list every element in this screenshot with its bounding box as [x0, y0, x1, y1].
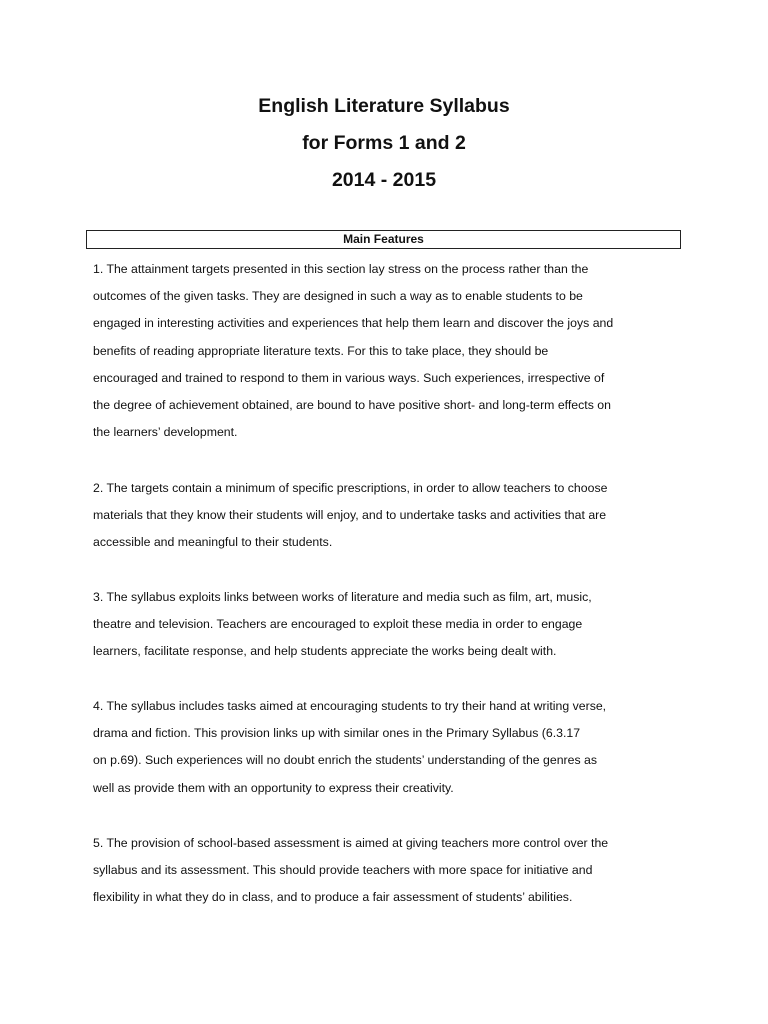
paragraph-line: the learners’ development. — [93, 425, 238, 440]
paragraph-5 — [93, 830, 683, 912]
main-features-heading: Main Features — [86, 230, 681, 249]
paragraph-line: 1. The attainment targets presented in this section lay stress on the process rather than the — [93, 262, 589, 276]
paragraph-line: encouraged and trained to respond to them in various ways. Such experiences, irrespective of — [93, 370, 605, 385]
paragraph-line: 3. The syllabus exploits links between works of literature and media such as film, art, music, — [93, 590, 592, 604]
paragraph-line: the degree of achievement obtained, are bound to have positive short- and long-term effects on — [93, 398, 611, 413]
paragraph-1 — [93, 256, 683, 446]
paragraph-line: accessible and meaningful to their students. — [93, 535, 333, 550]
paragraph-line: 5. The provision of school-based assessment is aimed at giving teachers more control over the — [93, 836, 609, 850]
paragraph-line: learners, facilitate response, and help students appreciate the works being dealt with. — [93, 644, 557, 659]
paragraph-line: 4. The syllabus includes tasks aimed at encouraging students to try their hand at writing verse, — [93, 699, 607, 713]
paragraph-line: outcomes of the given tasks. They are designed in such a way as to enable students to be — [93, 289, 583, 304]
paragraph-4 — [93, 693, 683, 802]
paragraph-line: materials that they know their students will enjoy, and to undertake tasks and activities that are — [93, 508, 607, 523]
paragraph-line: on p.69). Such experiences will no doubt enrich the students’ understanding of the genres as — [93, 753, 598, 768]
paragraph-2 — [93, 475, 683, 557]
title-line-3: 2014 - 2015 — [331, 169, 437, 191]
document-title — [0, 88, 768, 199]
paragraph-line: drama and fiction. This provision links up with similar ones in the Primary Syllabus (6.3.17 — [93, 726, 581, 741]
paragraph-line: well as provide them with an opportunity to express their creativity. — [93, 780, 454, 795]
title-line-2: for Forms 1 and 2 — [302, 132, 466, 154]
paragraph-line: 2. The targets contain a minimum of specific prescriptions, in order to allow teachers to choose — [93, 481, 608, 495]
title-line-1: English Literature Syllabus — [258, 95, 510, 117]
paragraph-line: theatre and television. Teachers are encouraged to exploit these media in order to engage — [93, 617, 583, 632]
paragraph-line: syllabus and its assessment. This should provide teachers with more space for initiative and — [93, 863, 593, 878]
paragraph-line: engaged in interesting activities and experiences that help them learn and discover the joys and — [93, 316, 614, 331]
paragraph-line: benefits of reading appropriate literature texts. For this to take place, they should be — [93, 343, 549, 358]
paragraph-3 — [93, 584, 683, 666]
paragraph-line: flexibility in what they do in class, and to produce a fair assessment of students’ abilities. — [93, 890, 573, 905]
